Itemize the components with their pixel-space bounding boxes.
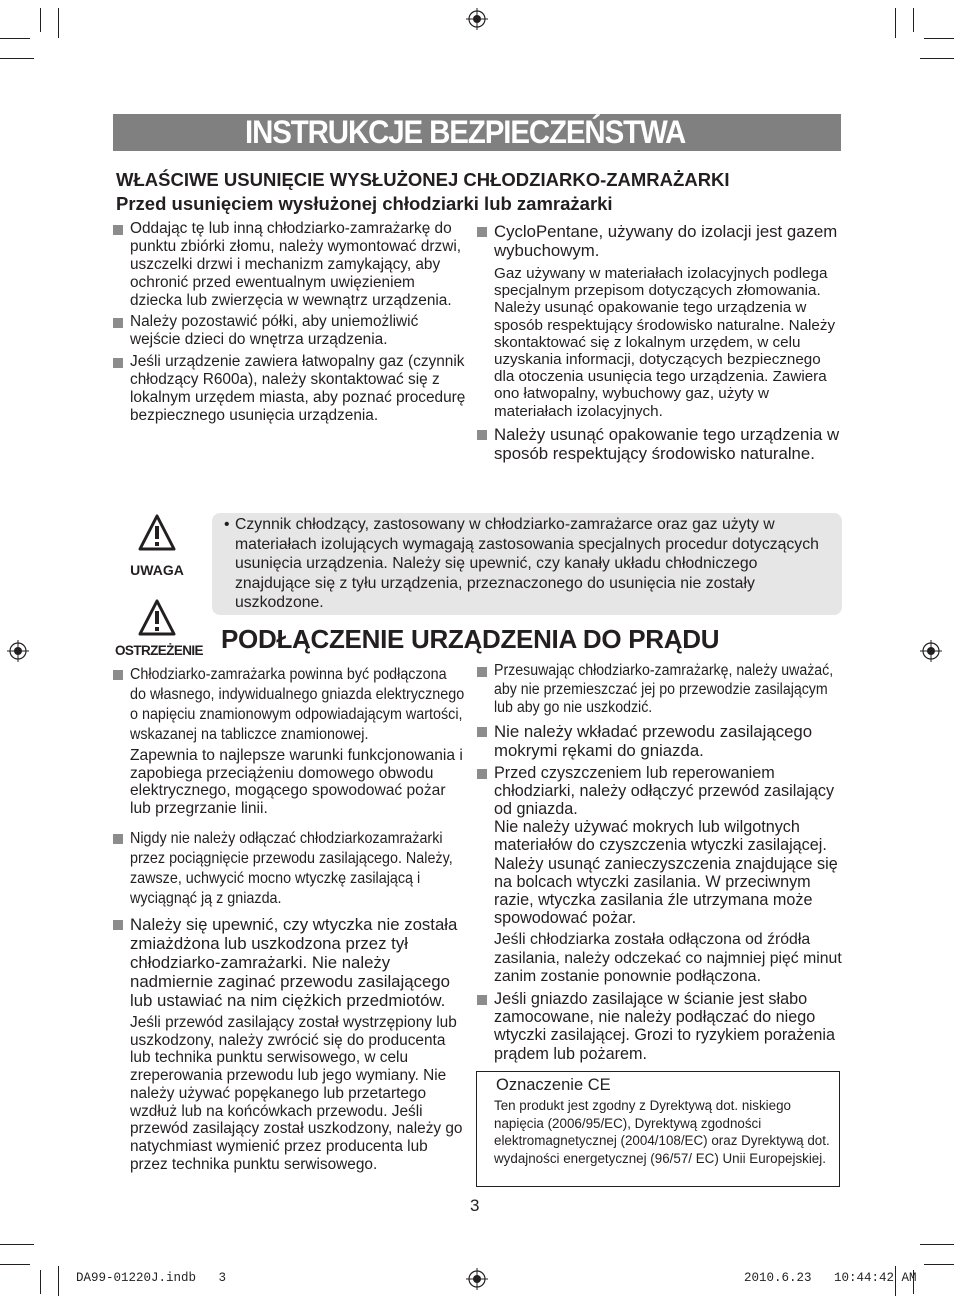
- list-item: Należy usunąć opakowanie tego urządzenia w sposób respektujący środowisko naturalne.: [477, 425, 843, 463]
- list-item: Przesuwając chłodziarko-zamrażarkę, należy uważać, aby nie przemieszczać jej po przewodzie zasilającym lub aby go nie uszkodzić.: [477, 662, 843, 718]
- registration-mark-icon: [466, 1268, 488, 1290]
- list-item: Należy się upewnić, czy wtyczka nie została zmiażdżona lub uszkodzona przez tył chłodziarko-zamrażarki. Nie należy nadmiernie zaginać przewodu zasilającego lub ustawiać na nim ciężkich przedmiotów.: [113, 915, 468, 1010]
- section-power-heading: PODŁĄCZENIE URZĄDZENIA DO PRĄDU: [221, 624, 720, 654]
- list-item: Jeśli urządzenie zawiera łatwopalny gaz (czynnik chłodzący R600a), należy skontaktować się z lokalnym urzędem miasta, aby poznać procedurę bezpiecznego usunięcia urządzenia.: [113, 353, 468, 425]
- bullet-square: [113, 834, 123, 844]
- power-right-column: [477, 662, 843, 1063]
- disposal-left-column: [113, 220, 468, 425]
- bullet-square: [113, 225, 123, 235]
- ce-title: Oznaczenie CE: [496, 1076, 611, 1094]
- disposal-gas-detail: Gaz używany w materiałach izolacyjnych podlega specjalnym przepisom dotyczących złomowania. Należy usunąć opakowanie tego urządzenia w sposób respektujący środowisko naturalne. Należy skontaktować się z lokalnym urzędem, w celu uzyskania informacji, dotyczących bezpiecznego dla otoczenia usunięcia tego urządzenia. Zawiera ono łatwopalny, wybuchowy gaz, użyty w materiałach izolacyjnych.: [494, 265, 836, 420]
- list-item: Jeśli gniazdo zasilające w ścianie jest słabo zamocowane, nie należy podłączać do niego wtyczki zasilającej. Grozi to ryzykiem porażenia prądem lub pożarem.: [477, 990, 843, 1063]
- bullet-square: [113, 318, 123, 328]
- list-item: Nie należy wkładać przewodu zasilającego mokrymi rękami do gniazda.: [477, 722, 843, 760]
- bullet-square: [477, 430, 487, 440]
- ostrzezenie-label: OSTRZEŻENIE: [115, 643, 203, 658]
- uwaga-label: UWAGA: [130, 562, 184, 578]
- list-item: Nigdy nie należy odłączać chłodziarkozamrażarki przez pociągnięcie przewodu zasilającego. Należy, zawsze, uchwycić mocno wtyczkę zasilającą i wyciągnąć ją z gniazda.: [113, 829, 468, 909]
- list-item: Oddając tę lub inną chłodziarko-zamrażarkę do punktu zbiórki złomu, należy wymontować drzwi, uszczelki drzwi i mechanizm zamykający, aby ochronić przed ewentualnym uwięzieniem dziecka lub zwierzęcia w wewnątrz urządzenia.: [113, 220, 468, 310]
- warning-bullet: •: [224, 516, 230, 533]
- list-item: CycloPentane, używany do izolacji jest gazem wybuchowym.: [477, 222, 843, 260]
- warning-triangle-icon: [137, 513, 177, 553]
- warning-triangle-icon: [137, 598, 177, 638]
- power-detail-3: Jeśli przewód zasilający został wystrzępiony lub uszkodzony, należy zwrócić się do producenta lub technika punktu serwisowego, w celu zreperowania przewodu lub jego wymiany. Nie należy używać popękanego lub przetartego wzdłuż lub na końcówkach przewodu. Jeśli przewód zasilający został uszkodzony, należy go natychmiast wymienić przez producenta lub przez technika punktu serwisowego.: [130, 1014, 463, 1173]
- ce-marking-box: [476, 1071, 840, 1187]
- list-item: Przed czyszczeniem lub reperowaniem chłodziarki, należy odłączyć przewód zasilający od gniazda.: [477, 764, 843, 819]
- warning-text: Czynnik chłodzący, zastosowany w chłodziarko-zamrażarce oraz gaz użyty w materiałach izolujących wymagają zastosowania specjalnych procedur dotyczących usunięcia urządzenia. Należy się upewnić, czy kanały układu chłodniczego znajdujące się z tyłu urządzenia, przeznaczonego do usunięcia nie zostały uszkodzone.: [235, 516, 819, 611]
- warning-box: [212, 513, 842, 615]
- footer-timestamp: 2010.6.23 10:44:42 AM: [744, 1271, 917, 1285]
- disposal-right-column: [477, 222, 843, 463]
- bullet-square: [113, 670, 123, 680]
- bullet-square: [113, 358, 123, 368]
- section-disposal-subheading: Przed usunięciem wysłużonej chłodziarki lub zamrażarki: [116, 193, 613, 214]
- registration-mark-icon: [466, 8, 488, 30]
- bullet-square: [477, 667, 487, 677]
- registration-mark-icon: [7, 640, 29, 662]
- footer-file: DA99-01220J.indb 3: [76, 1271, 227, 1285]
- page-number: 3: [470, 1196, 480, 1215]
- bullet-square: [113, 920, 123, 930]
- section-disposal-heading: WŁAŚCIWE USUNIĘCIE WYSŁUŻONEJ CHŁODZIARKO-ZAMRAŻARKI: [116, 169, 730, 190]
- bullet-square: [477, 995, 487, 1005]
- page-title: INSTRUKCJE BEZPIECZEŃSTWA: [245, 114, 686, 150]
- warning-text-block: [224, 515, 824, 613]
- bullet-square: [477, 769, 487, 779]
- list-item: Należy pozostawić półki, aby uniemożliwić wejście dzieci do wnętrza urządzenia.: [113, 313, 468, 349]
- power-right-detail: Jeśli chłodziarka została odłączona od źródła zasilania, należy odczekać co najmniej pięć minut zanim zostanie ponownie podłączona.: [494, 931, 842, 985]
- bullet-square: [477, 727, 487, 737]
- registration-mark-icon: [920, 640, 942, 662]
- ce-text: Ten produkt jest zgodny z Dyrektywą dot. niskiego napięcia (2006/95/EC), Dyrektywą zgodności elektromagnetycznej (2004/108/EC) oraz Dyrektywą dot. wydajności energetycznej (96/57/ EC) Unii Europejskiej.: [494, 1098, 830, 1166]
- power-detail-1: Zapewnia to najlepsze warunki funkcjonowania i zapobiega przeciążeniu domowego obwodu elektrycznego, mogącego spowodować pożar lub przegrzanie linii.: [130, 747, 463, 817]
- list-item: Chłodziarko-zamrażarka powinna być podłączona do własnego, indywidualnego gniazda elektrycznego o napięciu znamionowym odpowiadającym wartości, wskazanej na tabliczce znamionowej.: [113, 665, 468, 745]
- power-right-cont: Nie należy używać mokrych lub wilgotnych materiałów do czyszczenia wtyczki zasilającej. Należy usunąć zanieczyszczenia znajdujące się na bolcach wtyczki zasilania. W przeciwnym razie, wtyczka zasilania źle utrzymana może spowodować pożar.: [494, 818, 838, 928]
- page-title-bar: [113, 114, 841, 151]
- power-left-column: [113, 665, 468, 1173]
- bullet-square: [477, 227, 487, 237]
